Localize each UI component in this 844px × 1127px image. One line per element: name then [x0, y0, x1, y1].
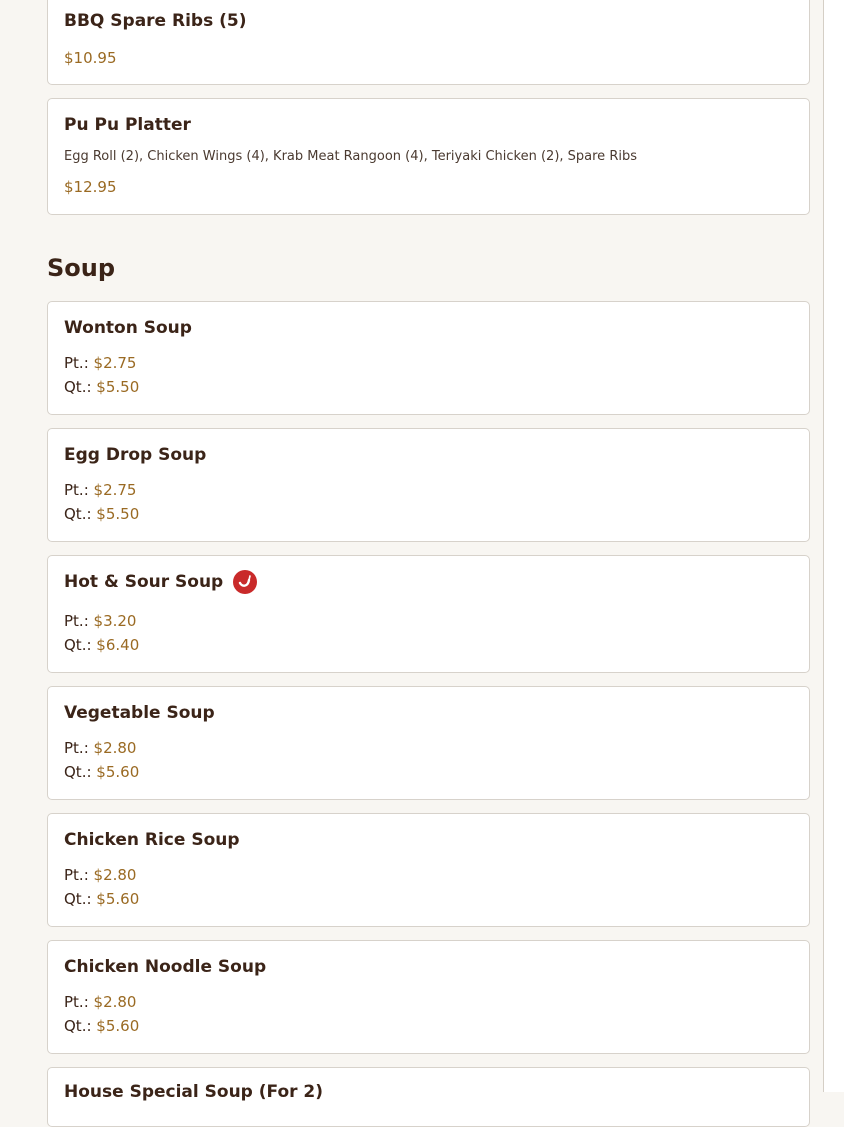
pint-price: $2.75: [93, 481, 137, 499]
pint-price: $2.80: [93, 993, 137, 1011]
pint-price-row: [64, 612, 136, 630]
quart-price-row: [64, 378, 139, 396]
item-name: House Special Soup (For 2): [64, 1082, 324, 1102]
quart-price-row: [64, 505, 139, 523]
item-name: Hot & Sour Soup: [64, 572, 224, 592]
quart-label: Qt.:: [64, 636, 92, 654]
pint-price-row: [64, 739, 136, 757]
quart-price: $5.60: [96, 763, 140, 781]
pint-price-row: [64, 866, 136, 884]
right-margin: [824, 0, 844, 1092]
spicy-chili-icon: [233, 570, 257, 594]
quart-label: Qt.:: [64, 378, 92, 396]
quart-label: Qt.:: [64, 1017, 92, 1035]
item-name: Wonton Soup: [64, 318, 192, 338]
pint-price: $3.20: [93, 612, 137, 630]
quart-label: Qt.:: [64, 505, 92, 523]
section-title-soup: Soup: [47, 254, 116, 282]
item-name: Vegetable Soup: [64, 703, 215, 723]
pint-price-row: [64, 354, 136, 372]
quart-price: $5.50: [96, 378, 140, 396]
quart-price-row: [64, 763, 139, 781]
menu-item-card[interactable]: [47, 0, 810, 85]
item-name-row: [64, 570, 257, 594]
menu-item-card[interactable]: [47, 98, 810, 215]
pint-price-row: [64, 993, 136, 1011]
item-name: Chicken Rice Soup: [64, 830, 240, 850]
quart-price-row: [64, 1017, 139, 1035]
menu-item-card[interactable]: [47, 940, 810, 1054]
quart-price-row: [64, 636, 139, 654]
quart-price: $5.50: [96, 505, 140, 523]
pint-label: Pt.:: [64, 739, 89, 757]
pint-label: Pt.:: [64, 993, 89, 1011]
menu-item-card[interactable]: [47, 301, 810, 415]
pint-price: $2.75: [93, 354, 137, 372]
item-price: $12.95: [64, 178, 117, 196]
pint-price: $2.80: [93, 739, 137, 757]
quart-price: $5.60: [96, 890, 140, 908]
quart-label: Qt.:: [64, 890, 92, 908]
quart-price-row: [64, 890, 139, 908]
item-name: Chicken Noodle Soup: [64, 957, 267, 977]
menu-item-card[interactable]: [47, 555, 810, 673]
quart-price: $6.40: [96, 636, 140, 654]
menu-item-card[interactable]: [47, 686, 810, 800]
item-name: BBQ Spare Ribs (5): [64, 11, 247, 31]
pint-label: Pt.:: [64, 354, 89, 372]
menu-item-card[interactable]: [47, 1067, 810, 1127]
pint-price-row: [64, 481, 136, 499]
pint-label: Pt.:: [64, 612, 89, 630]
item-name: Egg Drop Soup: [64, 445, 207, 465]
quart-price: $5.60: [96, 1017, 140, 1035]
pint-label: Pt.:: [64, 866, 89, 884]
item-description: Egg Roll (2), Chicken Wings (4), Krab Meat Rangoon (4), Teriyaki Chicken (2), Spare Ribs: [64, 149, 637, 164]
menu-item-card[interactable]: [47, 428, 810, 542]
quart-label: Qt.:: [64, 763, 92, 781]
item-price: $10.95: [64, 49, 117, 67]
pint-price: $2.80: [93, 866, 137, 884]
pint-label: Pt.:: [64, 481, 89, 499]
item-name: Pu Pu Platter: [64, 115, 191, 135]
menu-item-card[interactable]: [47, 813, 810, 927]
